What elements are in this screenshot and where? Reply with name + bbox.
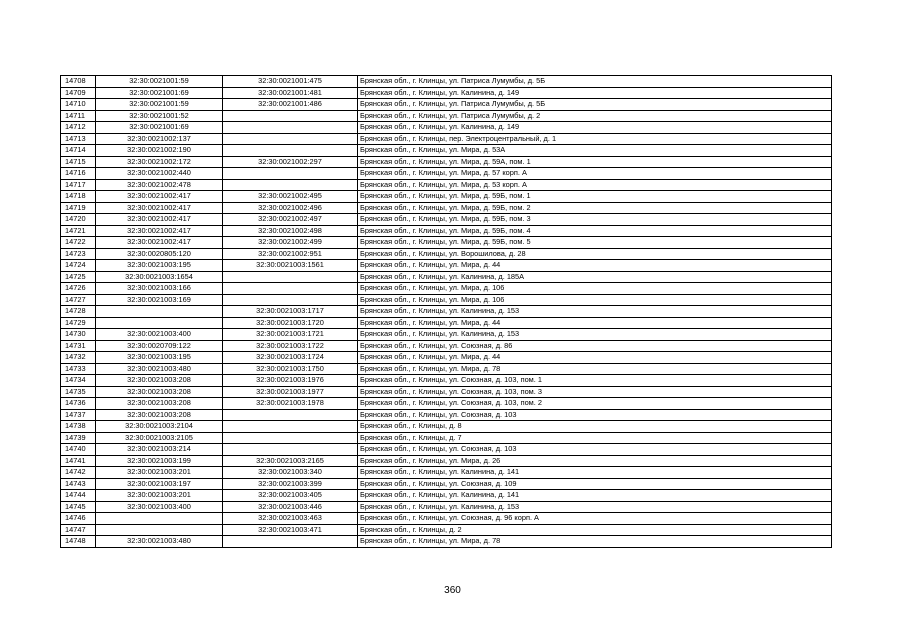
row-number: 14733: [61, 363, 96, 375]
table-row: [61, 398, 832, 410]
table-row: [61, 340, 832, 352]
land-cadastral-number: 32:30:0021003:201: [96, 467, 223, 479]
land-cadastral-number: [96, 306, 223, 318]
land-cadastral-number: 32:30:0021002:417: [96, 202, 223, 214]
land-cadastral-number: 32:30:0021003:208: [96, 375, 223, 387]
row-number: 14748: [61, 536, 96, 548]
table-row: [61, 110, 832, 122]
building-cadastral-number: 32:30:0021003:1722: [223, 340, 358, 352]
building-cadastral-number: 32:30:0021002:499: [223, 237, 358, 249]
building-cadastral-number: 32:30:0021002:495: [223, 191, 358, 203]
land-cadastral-number: 32:30:0021003:195: [96, 260, 223, 272]
building-cadastral-number: 32:30:0021003:471: [223, 524, 358, 536]
address-cell: Брянская обл., г. Клинцы, ул. Мира, д. 53 корп. А: [358, 179, 832, 191]
row-number: 14731: [61, 340, 96, 352]
address-cell: Брянская обл., г. Клинцы, ул. Мира, д. 59Б, пом. 5: [358, 237, 832, 249]
row-number: 14722: [61, 237, 96, 249]
building-cadastral-number: 32:30:0021003:1977: [223, 386, 358, 398]
land-cadastral-number: 32:30:0021002:172: [96, 156, 223, 168]
address-cell: Брянская обл., г. Клинцы, ул. Мира, д. 59А, пом. 1: [358, 156, 832, 168]
land-cadastral-number: 32:30:0021003:480: [96, 363, 223, 375]
table-row: [61, 133, 832, 145]
table-row: [61, 122, 832, 134]
land-cadastral-number: 32:30:0021003:2105: [96, 432, 223, 444]
address-cell: Брянская обл., г. Клинцы, ул. Мира, д. 59Б, пом. 3: [358, 214, 832, 226]
building-cadastral-number: 32:30:0021003:1717: [223, 306, 358, 318]
land-cadastral-number: 32:30:0021003:166: [96, 283, 223, 295]
table-row: [61, 87, 832, 99]
table-row: [61, 455, 832, 467]
table-row: [61, 467, 832, 479]
building-cadastral-number: [223, 421, 358, 433]
row-number: 14736: [61, 398, 96, 410]
row-number: 14716: [61, 168, 96, 180]
row-number: 14744: [61, 490, 96, 502]
land-cadastral-number: 32:30:0021002:478: [96, 179, 223, 191]
address-cell: Брянская обл., г. Клинцы, пер. Электроцентральный, д. 1: [358, 133, 832, 145]
row-number: 14708: [61, 76, 96, 88]
address-cell: Брянская обл., г. Клинцы, ул. Патриса Лумумбы, д. 2: [358, 110, 832, 122]
building-cadastral-number: 32:30:0021002:297: [223, 156, 358, 168]
land-cadastral-number: 32:30:0021003:195: [96, 352, 223, 364]
building-cadastral-number: [223, 409, 358, 421]
land-cadastral-number: [96, 317, 223, 329]
address-cell: Брянская обл., г. Клинцы, ул. Мира, д. 26: [358, 455, 832, 467]
table-row: [61, 501, 832, 513]
land-cadastral-number: 32:30:0021003:199: [96, 455, 223, 467]
table-row: [61, 375, 832, 387]
table-row: [61, 352, 832, 364]
building-cadastral-number: [223, 271, 358, 283]
table-row: [61, 248, 832, 260]
row-number: 14719: [61, 202, 96, 214]
address-cell: Брянская обл., г. Клинцы, ул. Союзная, д. 103, пом. 3: [358, 386, 832, 398]
building-cadastral-number: 32:30:0021001:475: [223, 76, 358, 88]
address-cell: Брянская обл., г. Клинцы, ул. Мира, д. 44: [358, 260, 832, 272]
address-cell: Брянская обл., г. Клинцы, ул. Мира, д. 59Б, пом. 2: [358, 202, 832, 214]
building-cadastral-number: [223, 283, 358, 295]
land-cadastral-number: 32:30:0021002:417: [96, 225, 223, 237]
building-cadastral-number: 32:30:0021003:1561: [223, 260, 358, 272]
address-cell: Брянская обл., г. Клинцы, ул. Мира, д. 106: [358, 294, 832, 306]
row-number: 14711: [61, 110, 96, 122]
table-row: [61, 444, 832, 456]
building-cadastral-number: 32:30:0021003:446: [223, 501, 358, 513]
address-cell: Брянская обл., г. Клинцы, ул. Мира, д. 44: [358, 317, 832, 329]
address-cell: Брянская обл., г. Клинцы, ул. Мира, д. 59Б, пом. 1: [358, 191, 832, 203]
address-cell: Брянская обл., г. Клинцы, ул. Калинина, д. 149: [358, 87, 832, 99]
land-cadastral-number: 32:30:0021001:52: [96, 110, 223, 122]
building-cadastral-number: 32:30:0021003:405: [223, 490, 358, 502]
table-row: [61, 329, 832, 341]
land-cadastral-number: 32:30:0021001:59: [96, 76, 223, 88]
address-cell: Брянская обл., г. Клинцы, ул. Патриса Лумумбы, д. 5Б: [358, 76, 832, 88]
row-number: 14720: [61, 214, 96, 226]
building-cadastral-number: [223, 133, 358, 145]
building-cadastral-number: [223, 168, 358, 180]
building-cadastral-number: 32:30:0021001:486: [223, 99, 358, 111]
row-number: 14713: [61, 133, 96, 145]
table-row: [61, 225, 832, 237]
land-cadastral-number: 32:30:0021003:2104: [96, 421, 223, 433]
building-cadastral-number: 32:30:0021003:340: [223, 467, 358, 479]
row-number: 14724: [61, 260, 96, 272]
row-number: 14727: [61, 294, 96, 306]
land-cadastral-number: 32:30:0021003:201: [96, 490, 223, 502]
building-cadastral-number: [223, 122, 358, 134]
table-row: [61, 168, 832, 180]
table-row: [61, 202, 832, 214]
table-row: [61, 513, 832, 525]
row-number: 14745: [61, 501, 96, 513]
land-cadastral-number: 32:30:0021002:137: [96, 133, 223, 145]
row-number: 14746: [61, 513, 96, 525]
row-number: 14742: [61, 467, 96, 479]
land-cadastral-number: 32:30:0021002:190: [96, 145, 223, 157]
registry-table-body: [61, 76, 832, 548]
land-cadastral-number: 32:30:0021003:208: [96, 398, 223, 410]
address-cell: Брянская обл., г. Клинцы, ул. Мира, д. 57 корп. А: [358, 168, 832, 180]
building-cadastral-number: [223, 294, 358, 306]
table-row: [61, 260, 832, 272]
table-row: [61, 421, 832, 433]
page-number: 360: [444, 585, 461, 596]
address-cell: Брянская обл., г. Клинцы, ул. Калинина, д. 153: [358, 306, 832, 318]
building-cadastral-number: [223, 110, 358, 122]
address-cell: Брянская обл., г. Клинцы, д. 8: [358, 421, 832, 433]
table-row: [61, 145, 832, 157]
table-row: [61, 76, 832, 88]
row-number: 14732: [61, 352, 96, 364]
address-cell: Брянская обл., г. Клинцы, ул. Союзная, д. 109: [358, 478, 832, 490]
address-cell: Брянская обл., г. Клинцы, ул. Союзная, д. 96 корп. А: [358, 513, 832, 525]
building-cadastral-number: 32:30:0021003:1721: [223, 329, 358, 341]
building-cadastral-number: 32:30:0021003:1976: [223, 375, 358, 387]
land-cadastral-number: 32:30:0021003:400: [96, 501, 223, 513]
address-cell: Брянская обл., г. Клинцы, ул. Союзная, д. 103: [358, 409, 832, 421]
table-row: [61, 363, 832, 375]
land-cadastral-number: 32:30:0021003:169: [96, 294, 223, 306]
building-cadastral-number: 32:30:0021002:496: [223, 202, 358, 214]
address-cell: Брянская обл., г. Клинцы, ул. Союзная, д. 103, пом. 1: [358, 375, 832, 387]
row-number: 14723: [61, 248, 96, 260]
address-cell: Брянская обл., г. Клинцы, ул. Мира, д. 59Б, пом. 4: [358, 225, 832, 237]
address-cell: Брянская обл., г. Клинцы, ул. Союзная, д. 103, пом. 2: [358, 398, 832, 410]
table-row: [61, 536, 832, 548]
land-cadastral-number: 32:30:0021002:440: [96, 168, 223, 180]
building-cadastral-number: [223, 145, 358, 157]
address-cell: Брянская обл., г. Клинцы, ул. Мира, д. 53А: [358, 145, 832, 157]
row-number: 14735: [61, 386, 96, 398]
table-row: [61, 99, 832, 111]
land-cadastral-number: 32:30:0021003:214: [96, 444, 223, 456]
building-cadastral-number: [223, 536, 358, 548]
table-row: [61, 524, 832, 536]
building-cadastral-number: 32:30:0021002:498: [223, 225, 358, 237]
table-row: [61, 156, 832, 168]
land-cadastral-number: 32:30:0021003:480: [96, 536, 223, 548]
table-row: [61, 409, 832, 421]
row-number: 14743: [61, 478, 96, 490]
row-number: 14725: [61, 271, 96, 283]
table-row: [61, 294, 832, 306]
building-cadastral-number: [223, 444, 358, 456]
address-cell: Брянская обл., г. Клинцы, д. 7: [358, 432, 832, 444]
table-row: [61, 237, 832, 249]
row-number: 14739: [61, 432, 96, 444]
land-cadastral-number: 32:30:0021002:417: [96, 237, 223, 249]
building-cadastral-number: 32:30:0021003:399: [223, 478, 358, 490]
land-cadastral-number: 32:30:0021003:1654: [96, 271, 223, 283]
building-cadastral-number: 32:30:0021001:481: [223, 87, 358, 99]
address-cell: Брянская обл., г. Клинцы, ул. Калинина, д. 149: [358, 122, 832, 134]
land-cadastral-number: 32:30:0021003:400: [96, 329, 223, 341]
land-cadastral-number: 32:30:0021003:208: [96, 386, 223, 398]
table-row: [61, 306, 832, 318]
building-cadastral-number: 32:30:0021003:1720: [223, 317, 358, 329]
row-number: 14747: [61, 524, 96, 536]
building-cadastral-number: 32:30:0021003:2165: [223, 455, 358, 467]
address-cell: Брянская обл., г. Клинцы, ул. Союзная, д. 86: [358, 340, 832, 352]
row-number: 14726: [61, 283, 96, 295]
table-row: [61, 478, 832, 490]
row-number: 14712: [61, 122, 96, 134]
address-cell: Брянская обл., г. Клинцы, ул. Мира, д. 78: [358, 536, 832, 548]
address-cell: Брянская обл., г. Клинцы, ул. Союзная, д. 103: [358, 444, 832, 456]
building-cadastral-number: 32:30:0021003:1750: [223, 363, 358, 375]
table-row: [61, 271, 832, 283]
land-cadastral-number: 32:30:0021002:417: [96, 214, 223, 226]
address-cell: Брянская обл., г. Клинцы, ул. Мира, д. 78: [358, 363, 832, 375]
building-cadastral-number: [223, 432, 358, 444]
row-number: 14738: [61, 421, 96, 433]
land-cadastral-number: 32:30:0021002:417: [96, 191, 223, 203]
address-cell: Брянская обл., г. Клинцы, д. 2: [358, 524, 832, 536]
address-cell: Брянская обл., г. Клинцы, ул. Патриса Лумумбы, д. 5Б: [358, 99, 832, 111]
building-cadastral-number: 32:30:0021003:463: [223, 513, 358, 525]
row-number: 14728: [61, 306, 96, 318]
address-cell: Брянская обл., г. Клинцы, ул. Калинина, д. 141: [358, 467, 832, 479]
row-number: 14729: [61, 317, 96, 329]
row-number: 14734: [61, 375, 96, 387]
row-number: 14741: [61, 455, 96, 467]
land-cadastral-number: 32:30:0020805:120: [96, 248, 223, 260]
table-row: [61, 490, 832, 502]
land-cadastral-number: 32:30:0021001:69: [96, 87, 223, 99]
land-cadastral-number: 32:30:0021001:69: [96, 122, 223, 134]
row-number: 14718: [61, 191, 96, 203]
row-number: 14740: [61, 444, 96, 456]
land-cadastral-number: [96, 524, 223, 536]
address-cell: Брянская обл., г. Клинцы, ул. Калинина, д. 185А: [358, 271, 832, 283]
address-cell: Брянская обл., г. Клинцы, ул. Калинина, д. 153: [358, 501, 832, 513]
land-cadastral-number: [96, 513, 223, 525]
building-cadastral-number: 32:30:0021002:951: [223, 248, 358, 260]
address-cell: Брянская обл., г. Клинцы, ул. Ворошилова, д. 28: [358, 248, 832, 260]
registry-table: [60, 75, 832, 548]
address-cell: Брянская обл., г. Клинцы, ул. Калинина, д. 141: [358, 490, 832, 502]
table-row: [61, 432, 832, 444]
land-cadastral-number: 32:30:0021003:208: [96, 409, 223, 421]
row-number: 14715: [61, 156, 96, 168]
building-cadastral-number: 32:30:0021003:1978: [223, 398, 358, 410]
address-cell: Брянская обл., г. Клинцы, ул. Мира, д. 106: [358, 283, 832, 295]
land-cadastral-number: 32:30:0021003:197: [96, 478, 223, 490]
row-number: 14737: [61, 409, 96, 421]
row-number: 14709: [61, 87, 96, 99]
row-number: 14710: [61, 99, 96, 111]
land-cadastral-number: 32:30:0021001:59: [96, 99, 223, 111]
table-row: [61, 214, 832, 226]
land-cadastral-number: 32:30:0020709:122: [96, 340, 223, 352]
row-number: 14717: [61, 179, 96, 191]
address-cell: Брянская обл., г. Клинцы, ул. Калинина, д. 153: [358, 329, 832, 341]
table-row: [61, 317, 832, 329]
building-cadastral-number: [223, 179, 358, 191]
table-row: [61, 179, 832, 191]
row-number: 14714: [61, 145, 96, 157]
address-cell: Брянская обл., г. Клинцы, ул. Мира, д. 44: [358, 352, 832, 364]
building-cadastral-number: 32:30:0021002:497: [223, 214, 358, 226]
table-row: [61, 191, 832, 203]
row-number: 14730: [61, 329, 96, 341]
table-row: [61, 386, 832, 398]
row-number: 14721: [61, 225, 96, 237]
building-cadastral-number: 32:30:0021003:1724: [223, 352, 358, 364]
table-row: [61, 283, 832, 295]
